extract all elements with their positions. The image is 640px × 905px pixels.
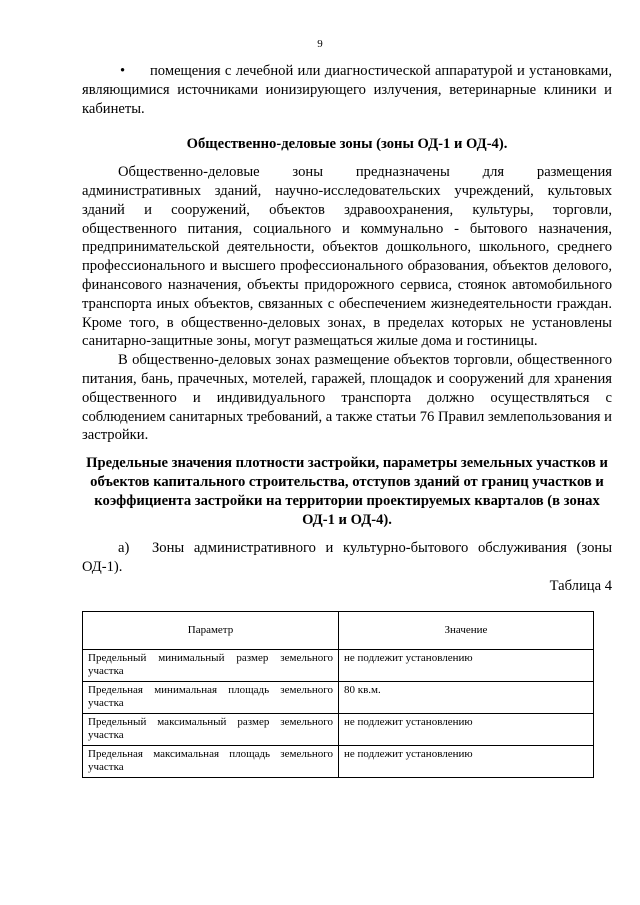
table-cell-parameter: Предельный минимальный размер земельного участка xyxy=(83,649,339,681)
document-body xyxy=(82,62,612,778)
table-row xyxy=(83,681,594,713)
table-cell-parameter: Предельный максимальный размер земельного участка xyxy=(83,713,339,745)
table-row xyxy=(83,649,594,681)
limits-heading: Предельные значения плотности застройки, параметры земельных участков и объектов капитального строительства, отступов зданий от границ участков и коэффициента застройки на территории проектируемых кварталов (в зонах ОД-1 и ОД-4). xyxy=(86,455,608,528)
table-cell-value: не подлежит установлению xyxy=(339,713,594,745)
parameters-table xyxy=(82,611,594,778)
list-item-marker: а) xyxy=(118,540,130,557)
table-cell-value: не подлежит установлению xyxy=(339,649,594,681)
table-header-row xyxy=(83,611,594,649)
body-paragraph-1: Общественно-деловые зоны предназначены для размещения административных зданий, научно-исследовательских учреждений, культовых зданий и сооружений, объектов здравоохранения, культуры, торговли, общественного питания, социального и коммунально - бытового назначения, предпринимательской деятельности, объектов дошкольного, школьного, среднего профессионального и высшего профессионального образования, объектов делового, финансового назначения, объекты придорожного сервиса, стоянок автомобильного транспорта иных объектов, связанных с обеспечением жизнедеятельности граждан. Кроме того, в общественно-деловых зонах, в пределах которых не установлены санитарно-защитные зоны, могут размещаться жилые дома и гостиницы. xyxy=(82,164,612,350)
page-number: 9 xyxy=(317,38,323,50)
table-caption: Таблица 4 xyxy=(549,577,612,594)
intro-bullet-text: помещения с лечебной или диагностической аппаратурой и установками, являющимися источниками ионизирующего излучения, ветеринарные клиники и кабинеты. xyxy=(82,63,612,117)
bullet-marker: • xyxy=(120,63,126,79)
table-row xyxy=(83,713,594,745)
table-row xyxy=(83,745,594,777)
table-cell-value: не подлежит установлению xyxy=(339,745,594,777)
table-header-value: Значение xyxy=(339,611,594,649)
body-paragraph-2: В общественно-деловых зонах размещение объектов торговли, общественного питания, бань, прачечных, мотелей, гаражей, площадок и сооружений для хранения общественного и индивидуального транспорта должно осуществляться с соблюдением санитарных требований, а также статьи 76 Правил землепользования и застройки. xyxy=(82,352,612,444)
table-header-parameter: Параметр xyxy=(83,611,339,649)
table-cell-parameter: Предельная максимальная площадь земельного участка xyxy=(83,745,339,777)
table-cell-value: 80 кв.м. xyxy=(339,681,594,713)
table-cell-parameter: Предельная минимальная площадь земельного участка xyxy=(83,681,339,713)
list-item-a xyxy=(82,539,612,577)
intro-bullet xyxy=(82,62,612,118)
list-item-text: Зоны административного и культурно-бытового обслуживания (зоны ОД-1). xyxy=(82,540,612,576)
section-heading: Общественно-деловые зоны (зоны ОД-1 и ОД-4). xyxy=(186,136,508,153)
